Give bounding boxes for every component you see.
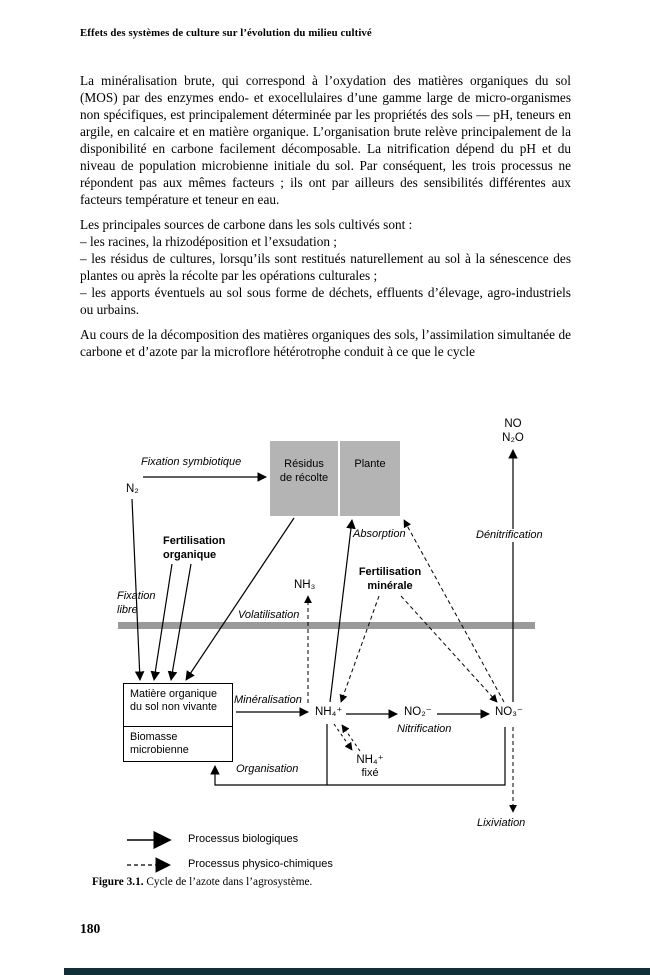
legend-physico-chemical-label: Processus physico-chimiques <box>188 858 333 870</box>
mos-label-line2: du sol non vivante <box>130 700 218 713</box>
fertilisation-minerale-label <box>350 566 430 593</box>
body-text <box>80 72 571 360</box>
no-n2o-label <box>490 417 536 445</box>
arrow-fertilisation-organique-2 <box>171 564 191 680</box>
footer-bar <box>64 968 650 975</box>
no-label: NO <box>504 418 522 430</box>
figure-nitrogen-cycle-diagram <box>0 415 650 915</box>
volatilisation-label: Volatilisation <box>238 609 300 621</box>
arrow-fixe-to-nh4-dashed <box>342 725 360 751</box>
fertilisation-minerale-line1: Fertilisation <box>358 566 422 578</box>
list-item-apports: – les apports éventuels au sol sous forme de déchets, effluents d’élevage, agro-industriels ou urbains. <box>80 285 571 317</box>
nh4-fixe-line1: NH₄⁺ <box>356 754 384 766</box>
residus-de-recolte-box <box>270 441 338 516</box>
nh4-fixe-line2: fixé <box>361 767 379 779</box>
paragraph-mineralisation: La minéralisation brute, qui correspond à l’oxydation des matières organiques du sol (MOS) par des enzymes endo- et exocellulaires d’une gamme large de micro-organismes non spécifiques, est principalement déterminée par les propriétés des sols — pH, teneurs en argile, en calcaire et en matière organique. L’organisation brute relève principalement de la disponibilité en carbone facilement décomposable. La nitrification dépend du pH et du niveau de population microbienne initiale du sol. Par conséquent, les trois processus ne répondent pas aux mêmes facteurs ; ils ont par ailleurs des sensibilités différentes aux facteurs température et teneur en eau. <box>80 73 571 207</box>
arrow-absorption-no3-dashed <box>404 520 504 702</box>
residus-label-line2: de récolte <box>279 471 329 484</box>
n2o-label: N₂O <box>502 432 524 444</box>
nh4-label: NH₄⁺ <box>315 706 343 718</box>
soil-organic-matter-box <box>123 683 233 762</box>
n2-label: N₂ <box>126 483 139 495</box>
list-item-racines: – les racines, la rhizodéposition et l’exsudation ; <box>80 234 338 249</box>
nh4-fixe-label <box>348 754 392 780</box>
mineralisation-label: Minéralisation <box>234 694 302 706</box>
biomasse-label-line2: microbienne <box>130 743 189 756</box>
legend-biological-label: Processus biologiques <box>188 833 299 845</box>
no2-label: NO₂⁻ <box>404 706 432 718</box>
plante-label: Plante <box>354 458 386 470</box>
lixiviation-label: Lixiviation <box>477 817 526 829</box>
fixation-libre-line2: libre <box>117 603 138 616</box>
biomasse-compartment <box>124 726 232 761</box>
paragraph-sources-intro: Les principales sources de carbone dans les sols cultivés sont : <box>80 217 413 232</box>
absorption-label: Absorption <box>353 528 406 540</box>
denitrification-label: Dénitrification <box>476 529 543 541</box>
fertilisation-minerale-line2: minérale <box>367 579 413 592</box>
fertilisation-organique-line1: Fertilisation <box>163 535 226 547</box>
nitrification-label: Nitrification <box>397 723 452 735</box>
mos-label-line1: Matière organique <box>130 688 218 700</box>
fertilisation-organique-label <box>163 535 225 562</box>
fixation-libre-label <box>117 590 156 617</box>
fertilisation-organique-line2: organique <box>163 548 217 561</box>
running-header: Effets des systèmes de culture sur l’évolution du milieu cultivé <box>80 27 372 39</box>
no3-label: NO₃⁻ <box>495 706 524 718</box>
arrow-fertilisation-minerale-no3-dashed <box>401 596 497 702</box>
list-item-residus: – les résidus de cultures, lorsqu’ils sont restitués naturellement au sol à la sénescence des plantes ou après la récolte par les opérations culturales ; <box>80 251 571 283</box>
arrow-nh4-to-fixe-dashed <box>334 724 352 750</box>
fixation-symbiotique-label: Fixation symbiotique <box>141 456 242 468</box>
arrow-fertilisation-organique-1 <box>154 564 172 680</box>
arrow-fertilisation-minerale-nh4-dashed <box>341 596 379 702</box>
fixation-libre-line1: Fixation <box>117 590 156 602</box>
arrow-absorption-nh4 <box>330 520 352 702</box>
mos-compartment <box>124 684 232 726</box>
figure-caption <box>92 876 312 889</box>
residus-label-line1: Résidus <box>284 458 324 470</box>
figure-caption-text: Cycle de l’azote dans l’agrosystème. <box>143 876 313 888</box>
organisation-label: Organisation <box>236 763 299 775</box>
plante-box <box>340 441 400 516</box>
page-number: 180 <box>80 921 101 936</box>
nh3-label: NH₃ <box>294 579 316 591</box>
figure-caption-label: Figure 3.1. <box>92 876 144 888</box>
paragraph-decomposition: Au cours de la décomposition des matières organiques des sols, l’assimilation simultanée de carbone et d’azote par la microflore hétérotrophe conduit à ce que le cycle <box>80 327 571 359</box>
biomasse-label-line1: Biomasse <box>130 731 178 743</box>
